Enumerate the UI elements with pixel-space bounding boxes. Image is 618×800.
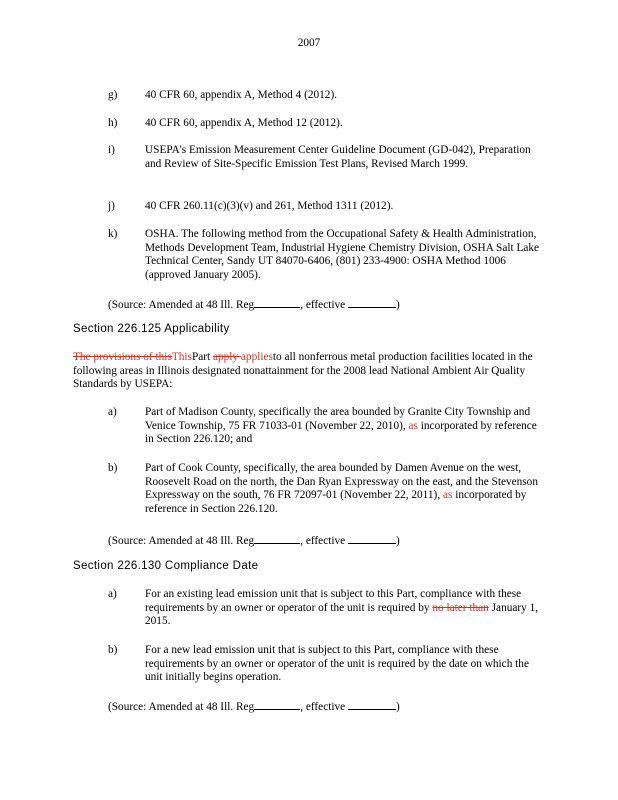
- inserted-text: as: [442, 489, 453, 502]
- deleted-text: no later than: [432, 601, 489, 614]
- item-text: [145, 462, 548, 516]
- section-heading-226-125: Section 226.125 Applicability: [73, 323, 230, 335]
- item-label: g): [108, 89, 118, 101]
- deleted-text: The provisions of this: [73, 351, 172, 363]
- deleted-text: apply: [212, 351, 241, 363]
- source-suffix: ): [395, 701, 400, 713]
- item-text-part: January 1, 2015.: [145, 601, 539, 628]
- applicability-item-b: [108, 462, 548, 516]
- item-label: a): [108, 588, 117, 600]
- page-number: 2007: [297, 37, 321, 49]
- item-label: h): [108, 117, 118, 129]
- effective-blank: [348, 297, 396, 308]
- source-mid: , effective: [300, 535, 348, 547]
- item-text: USEPA's Emission Measurement Center Guideline Document (GD-042), Preparation and Review of Site-Specific Emission Test Plans, Revised March 1999.: [145, 144, 531, 170]
- source-mid: , effective: [300, 299, 348, 311]
- list-item-h: [108, 117, 548, 131]
- source-note: [108, 533, 400, 549]
- item-text: [145, 406, 548, 447]
- inserted-text: as: [408, 419, 418, 432]
- item-text: [145, 588, 548, 629]
- reg-blank: [254, 699, 300, 710]
- item-label: k): [108, 228, 118, 240]
- reg-blank: [254, 533, 300, 544]
- intro-text: to all nonferrous metal production facilities located in the following areas in Illinois designated nonattainment for the 2008 lead National Ambient Air Quality Standards by USEPA:: [73, 351, 533, 391]
- effective-blank: [348, 699, 396, 710]
- list-item-g: [108, 89, 548, 103]
- applicability-item-a: [108, 406, 548, 447]
- item-text: OSHA. The following method from the Occupational Safety & Health Administration, Methods Development Team, Industrial Hygiene Chemistry Division, OSHA Salt Lake Technical Center, Sandy UT 84070-6406, (801) 233-4900: OSHA Method 1006 (approved January 2005).: [145, 228, 540, 281]
- item-text: 40 CFR 60, appendix A, Method 12 (2012).: [145, 117, 343, 129]
- source-suffix: ): [395, 535, 400, 547]
- source-prefix: (Source: Amended at 48 Ill. Reg: [108, 299, 255, 311]
- source-note: [108, 699, 400, 715]
- list-item-i: [108, 144, 548, 171]
- section-heading-226-130: Section 226.130 Compliance Date: [73, 560, 259, 572]
- source-suffix: ): [395, 299, 400, 311]
- item-label: b): [108, 644, 118, 656]
- source-mid: , effective: [300, 701, 348, 713]
- effective-blank: [348, 533, 396, 544]
- item-text-part: incorporated by reference in Section 226.120; and: [145, 419, 537, 446]
- item-text-part: Part of Madison County, specifically the area bounded by Granite City Township and Venice Township, 75 FR 71033-01 (November 22, 2010),: [145, 406, 531, 432]
- item-text: 40 CFR 260.11(c)(3)(v) and 261, Method 1311 (2012).: [145, 200, 394, 212]
- source-prefix: (Source: Amended at 48 Ill. Reg: [108, 535, 255, 547]
- list-item-j: [108, 200, 548, 214]
- item-label: j): [108, 200, 115, 212]
- source-note: [108, 297, 400, 313]
- compliance-item-a: [108, 588, 548, 629]
- source-prefix: (Source: Amended at 48 Ill. Reg: [108, 701, 255, 713]
- item-text: For a new lead emission unit that is subject to this Part, compliance with these requirements by an owner or operator of the unit is required by the date on which the unit initially begins operation.: [145, 644, 529, 684]
- item-text-part: Part of Cook County, specifically, the area bounded by Damen Avenue on the west, Roosevelt Road on the north, the Dan Ryan Expressway on the east, and the Stevenson Expressway on the south, 76 FR 72097-01 (November 22, 2011),: [145, 462, 538, 502]
- item-label: b): [108, 462, 118, 474]
- list-item-k: [108, 228, 548, 282]
- inserted-text: This: [171, 351, 192, 363]
- reg-blank: [254, 297, 300, 308]
- item-label: a): [108, 406, 117, 418]
- applicability-intro: [73, 351, 551, 392]
- item-label: i): [108, 144, 115, 156]
- inserted-text: applies: [240, 351, 273, 363]
- item-text-part: incorporated by reference in Section 226.120.: [145, 489, 527, 515]
- item-text-part: For an existing lead emission unit that is subject to this Part, compliance with these requirements by an owner or operator of the unit is required by: [145, 588, 522, 614]
- compliance-item-b: [108, 644, 548, 685]
- item-text: 40 CFR 60, appendix A, Method 4 (2012).: [145, 89, 338, 101]
- intro-text: Part: [191, 351, 213, 363]
